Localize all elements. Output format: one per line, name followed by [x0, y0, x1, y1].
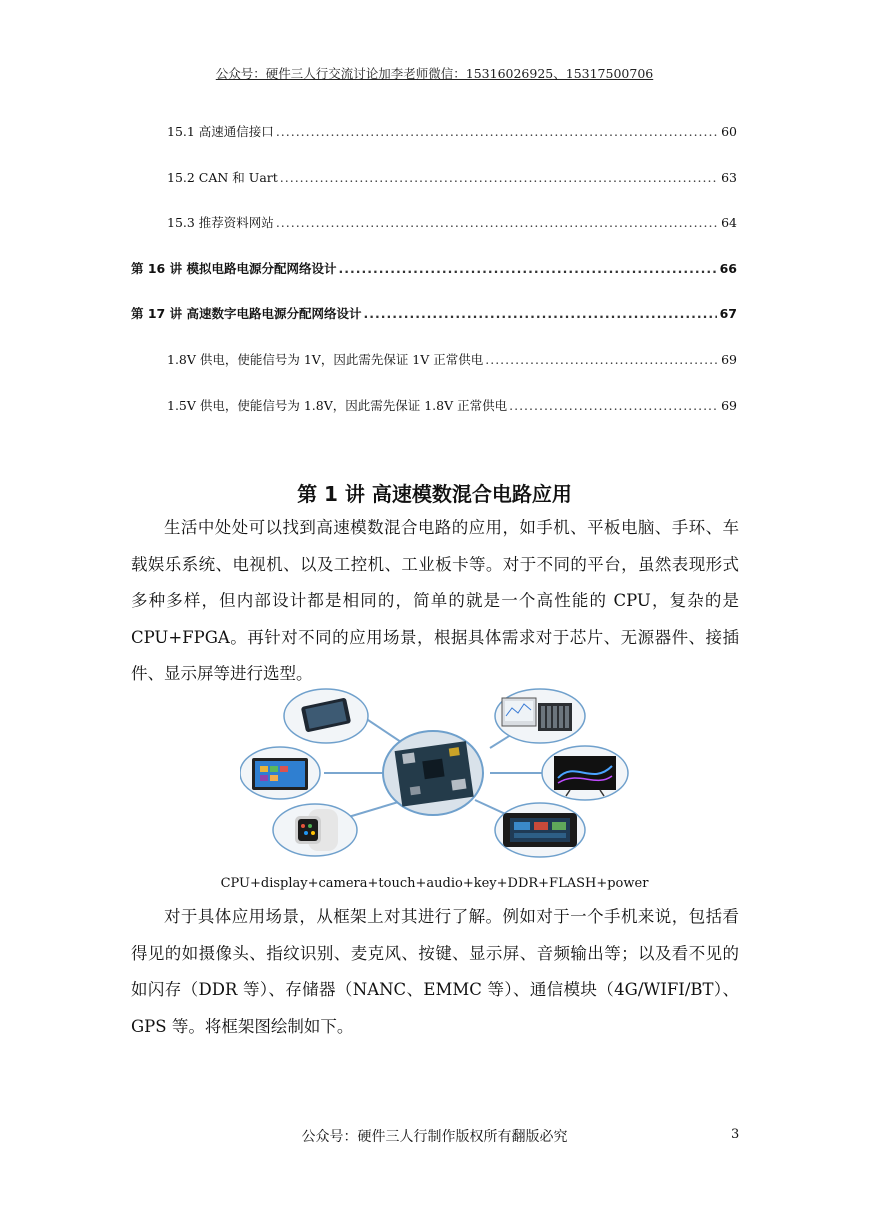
toc-entry-chapter-16[interactable]: [131, 259, 737, 277]
toc-leader: [363, 306, 716, 321]
toc-page: 60: [721, 124, 737, 139]
toc-entry-1v8-supply[interactable]: [167, 350, 737, 368]
smartwatch-image: [273, 804, 357, 856]
toc-page: 69: [721, 352, 737, 367]
toc-label: 1.5V 供电，使能信号为 1.8V，因此需先保证 1.8V 正常供电: [167, 398, 508, 413]
car-infotainment-image: [495, 803, 585, 857]
toc-label: 15.2 CAN 和 Uart: [167, 170, 278, 185]
application-figure: [240, 688, 632, 858]
toc-leader: [509, 398, 718, 413]
toc-label: 1.8V 供电，使能信号为 1V，因此需先保证 1V 正常供电: [167, 352, 484, 367]
toc-leader: [485, 352, 718, 367]
toc-entry-15-2[interactable]: [167, 168, 737, 186]
circuit-board-image: [383, 731, 483, 815]
toc-page: 66: [719, 261, 737, 276]
toc-leader: [276, 124, 718, 139]
toc-label: 15.3 推荐资料网站: [167, 215, 274, 230]
page-number: 3: [731, 1127, 740, 1142]
page-footer: 公众号：硬件三人行制作版权所有翻版必究: [301, 1129, 568, 1145]
page-header: [0, 64, 869, 82]
toc-entry-1v5-supply[interactable]: [167, 396, 737, 414]
industrial-pc-image: [495, 689, 585, 743]
toc-leader: [280, 170, 718, 185]
toc-page: 63: [721, 170, 737, 185]
toc-label: 15.1 高速通信接口: [167, 124, 274, 139]
figure-caption: CPU+display+camera+touch+audio+key+DDR+FLASH+power: [220, 876, 649, 891]
toc-page: 69: [721, 398, 737, 413]
toc-label: 第 17 讲 高速数字电路电源分配网络设计: [131, 306, 362, 321]
toc-entry-15-3[interactable]: [167, 213, 737, 231]
framework-paragraph: 对于具体应用场景，从框架上对其进行了解。例如对于一个手机来说，包括看得见的如摄像头、指纹识别、麦克风、按键、显示屏、音频输出等；以及看不见的如闪存（DDR 等）、存储器（NANC、EMMC 等）、通信模块（4G/WIFI/BT）、GPS 等。将框架图绘制如下。: [131, 907, 739, 1036]
toc-label: 第 16 讲 模拟电路电源分配网络设计: [131, 261, 337, 276]
toc-page: 67: [719, 306, 737, 321]
toc-leader: [338, 261, 716, 276]
chapter-title: 第 1 讲 高速模数混合电路应用: [297, 482, 572, 506]
television-image: [542, 746, 628, 800]
tablet-image: [240, 747, 320, 799]
smartphone-image: [284, 689, 368, 743]
toc-leader: [276, 215, 718, 230]
toc-page: 64: [721, 215, 737, 230]
intro-paragraph: 生活中处处可以找到高速模数混合电路的应用，如手机、平板电脑、手环、车载娱乐系统、电视机、以及工控机、工业板卡等。对于不同的平台，虽然表现形式多种多样，但内部设计都是相同的，简单的就是一个高性能的 CPU，复杂的是 CPU+FPGA。再针对不同的应用场景，根据具体需求对于芯片、无源器件、接插件、显示屏等进行选型。: [131, 518, 739, 683]
toc-entry-chapter-17[interactable]: [131, 304, 737, 322]
header-text: 公众号：硬件三人行交流讨论加李老师微信：15316026925、15317500706: [215, 66, 654, 81]
toc-entry-15-1[interactable]: [167, 122, 737, 140]
